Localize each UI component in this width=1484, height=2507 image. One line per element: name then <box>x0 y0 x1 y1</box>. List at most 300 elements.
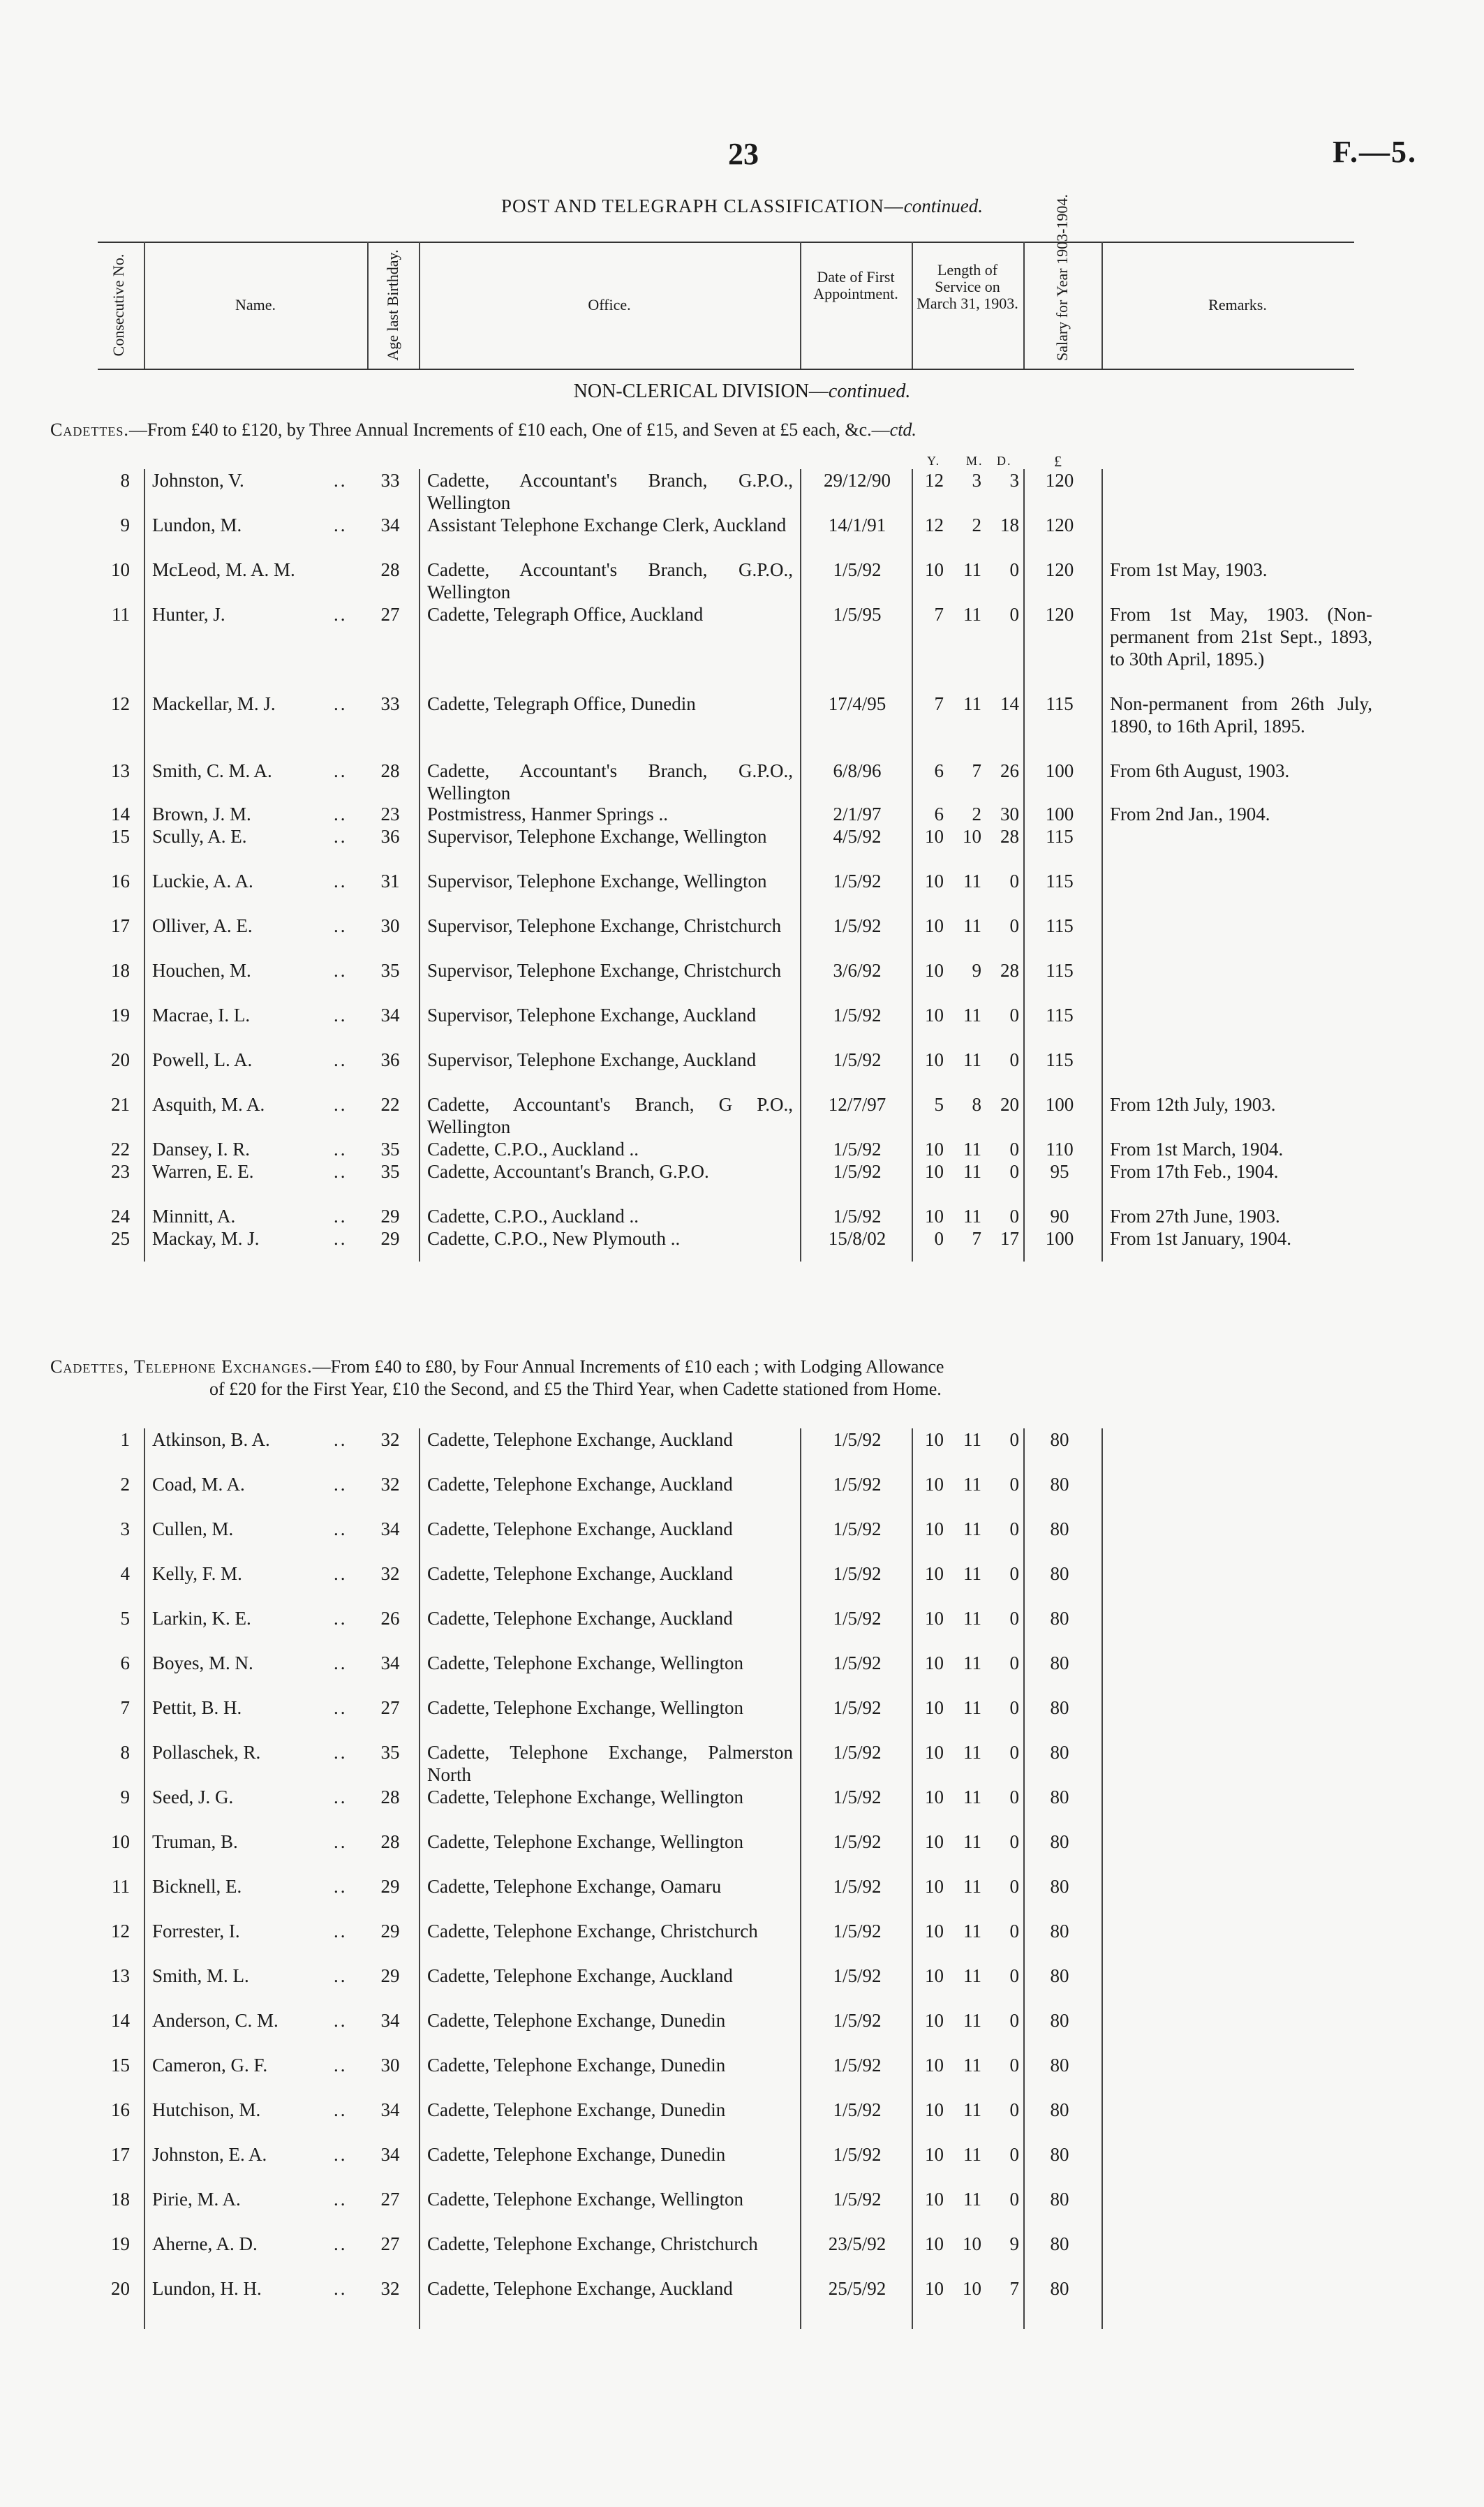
row-salary: 80 <box>1050 1697 1069 1718</box>
unit-pound: £ <box>1054 452 1063 470</box>
row-months: 11 <box>963 1787 981 1807</box>
row-months: 11 <box>963 2010 981 2031</box>
row-months: 11 <box>963 915 981 936</box>
row-months: 11 <box>963 1563 981 1584</box>
row-years: 10 <box>925 1161 944 1182</box>
row-office: Cadette, Telephone Exchange, Wellington <box>427 1831 744 1852</box>
row-months: 11 <box>963 1742 981 1763</box>
row-date: 1/5/92 <box>833 2189 882 2210</box>
row-office: Cadette, Accountant's Branch, G.P.O., Wellington <box>427 559 793 602</box>
row-name: Warren, E. E. <box>152 1161 254 1182</box>
row-salary: 80 <box>1050 2278 1069 2299</box>
row-years: 7 <box>934 604 944 625</box>
row-date: 1/5/92 <box>833 1652 882 1673</box>
row-months: 11 <box>963 1921 981 1942</box>
row-leader-dots: .. <box>334 1094 348 1115</box>
row-office: Cadette, Accountant's Branch, G.P.O., Wellington <box>427 760 793 804</box>
row-office: Cadette, Accountant's Branch, G.P.O. <box>427 1161 709 1182</box>
row-leader-dots: .. <box>334 1518 348 1539</box>
row-days: 0 <box>1009 1161 1019 1182</box>
row-days: 9 <box>1009 2233 1019 2254</box>
row-months: 11 <box>963 1965 981 1986</box>
row-months: 11 <box>963 2055 981 2076</box>
row-salary: 115 <box>1046 1005 1074 1026</box>
header-bottom-rule <box>98 369 1354 370</box>
row-months: 11 <box>963 871 981 892</box>
row-years: 6 <box>934 804 944 824</box>
row-leader-dots: .. <box>334 826 348 847</box>
row-salary: 115 <box>1046 960 1074 981</box>
row-days: 0 <box>1009 1831 1019 1852</box>
row-office: Cadette, Telephone Exchange, Auckland <box>427 1608 733 1629</box>
row-leader-dots: .. <box>334 1787 348 1807</box>
row-office: Cadette, Telephone Exchange, Auckland <box>427 1965 733 1986</box>
row-age: 22 <box>380 1094 400 1115</box>
table-row <box>0 603 1484 670</box>
row-salary: 80 <box>1050 2099 1069 2120</box>
row-number: 5 <box>120 1608 130 1629</box>
row-leader-dots: .. <box>334 693 348 714</box>
row-age: 32 <box>380 1563 400 1584</box>
row-years: 5 <box>934 1094 944 1115</box>
row-years: 10 <box>925 1005 944 1026</box>
row-days: 0 <box>1009 2144 1019 2165</box>
row-days: 0 <box>1009 559 1019 580</box>
row-age: 32 <box>380 1474 400 1495</box>
row-years: 10 <box>925 2233 944 2254</box>
table-row <box>0 2054 1484 2099</box>
row-months: 11 <box>963 1876 981 1897</box>
row-number: 22 <box>111 1139 130 1160</box>
row-days: 0 <box>1009 1206 1019 1227</box>
row-office: Cadette, Telephone Exchange, Auckland <box>427 1518 733 1539</box>
row-leader-dots: .. <box>334 2099 348 2120</box>
row-office: Cadette, Telephone Exchange, Wellington <box>427 1652 744 1673</box>
header-divider <box>800 242 801 369</box>
row-years: 10 <box>925 1831 944 1852</box>
section2-description-line1: —From £40 to £80, by Four Annual Increments of £10 each ; with Lodging Allowance <box>312 1356 944 1377</box>
row-age: 32 <box>380 2278 400 2299</box>
row-remarks: From 17th Feb., 1904. <box>1110 1161 1279 1182</box>
row-number: 12 <box>111 693 130 714</box>
row-office: Cadette, Telephone Exchange, Dunedin <box>427 2144 726 2165</box>
row-office: Cadette, C.P.O., Auckland .. <box>427 1139 639 1160</box>
row-number: 18 <box>111 2189 130 2210</box>
row-salary: 115 <box>1046 915 1074 936</box>
column-header-salary: Salary for Year 1903-1904. <box>1053 194 1071 361</box>
table-row <box>0 2188 1484 2233</box>
row-days: 0 <box>1009 1139 1019 1160</box>
row-days: 26 <box>1000 760 1019 781</box>
row-date: 1/5/92 <box>833 1787 882 1807</box>
row-leader-dots: .. <box>334 1652 348 1673</box>
row-salary: 80 <box>1050 1787 1069 1807</box>
row-months: 11 <box>963 2099 981 2120</box>
row-days: 0 <box>1009 1742 1019 1763</box>
row-years: 10 <box>925 871 944 892</box>
section2-description-line2: of £20 for the First Year, £10 the Second, and £5 the Third Year, when Cadette stationed from Home. <box>209 1379 942 1399</box>
row-office: Cadette, Telephone Exchange, Dunedin <box>427 2055 726 2076</box>
row-years: 10 <box>925 1608 944 1629</box>
section1-title: Cadettes. <box>50 420 129 440</box>
row-leader-dots: .. <box>334 1049 348 1070</box>
row-office: Supervisor, Telephone Exchange, Wellington <box>427 871 767 892</box>
row-date: 29/12/90 <box>823 470 891 491</box>
row-office: Cadette, Telephone Exchange, Palmerston North <box>427 1742 793 1785</box>
row-number: 2 <box>120 1474 130 1495</box>
row-years: 10 <box>925 2010 944 2031</box>
row-name: Houchen, M. <box>152 960 251 981</box>
table-row <box>0 1965 1484 2009</box>
row-days: 14 <box>1000 693 1019 714</box>
row-office: Cadette, Telephone Exchange, Wellington <box>427 1787 744 1807</box>
row-days: 3 <box>1009 470 1019 491</box>
row-leader-dots: .. <box>334 804 348 824</box>
column-header-office: Office. <box>588 296 631 313</box>
row-age: 29 <box>380 1876 400 1897</box>
row-name: Smith, M. L. <box>152 1965 249 1986</box>
row-leader-dots: .. <box>334 1563 348 1584</box>
table-row <box>0 2099 1484 2143</box>
row-months: 2 <box>972 804 981 824</box>
row-days: 0 <box>1009 1429 1019 1450</box>
row-remarks: From 1st May, 1903. (Non-permanent from 21st Sept., 1893, to 30th April, 1895.) <box>1110 604 1372 670</box>
row-years: 10 <box>925 1652 944 1673</box>
row-office: Cadette, Telegraph Office, Auckland <box>427 604 704 625</box>
header-divider <box>1023 242 1025 369</box>
row-date: 1/5/92 <box>833 2010 882 2031</box>
row-date: 1/5/92 <box>833 1161 882 1182</box>
row-months: 11 <box>963 1518 981 1539</box>
row-number: 9 <box>120 515 130 535</box>
row-office: Supervisor, Telephone Exchange, Wellington <box>427 826 767 847</box>
row-years: 12 <box>925 515 944 535</box>
row-number: 13 <box>111 760 130 781</box>
row-months: 11 <box>963 1429 981 1450</box>
row-office: Cadette, Telegraph Office, Dunedin <box>427 693 696 714</box>
row-days: 20 <box>1000 1094 1019 1115</box>
row-salary: 80 <box>1050 2010 1069 2031</box>
row-date: 1/5/92 <box>833 2055 882 2076</box>
row-name: Cullen, M. <box>152 1518 234 1539</box>
row-number: 3 <box>120 1518 130 1539</box>
row-days: 0 <box>1009 1697 1019 1718</box>
table-row <box>0 1562 1484 1607</box>
row-remarks: From 12th July, 1903. <box>1110 1094 1276 1115</box>
row-age: 34 <box>380 2099 400 2120</box>
row-age: 34 <box>380 1518 400 1539</box>
row-name: Pollaschek, R. <box>152 1742 261 1763</box>
row-date: 1/5/92 <box>833 1697 882 1718</box>
row-days: 0 <box>1009 1049 1019 1070</box>
row-date: 23/5/92 <box>828 2233 886 2254</box>
row-months: 2 <box>972 515 981 535</box>
row-years: 10 <box>925 1139 944 1160</box>
row-years: 10 <box>925 1921 944 1942</box>
title-main: POST AND TELEGRAPH CLASSIFICATION— <box>500 195 904 216</box>
row-salary: 80 <box>1050 2233 1069 2254</box>
table-row <box>0 1049 1484 1093</box>
row-salary: 110 <box>1046 1139 1074 1160</box>
row-salary: 120 <box>1045 470 1074 491</box>
row-number: 18 <box>111 960 130 981</box>
row-leader-dots: .. <box>334 2278 348 2299</box>
row-date: 1/5/92 <box>833 2144 882 2165</box>
row-number: 14 <box>111 2010 130 2031</box>
row-number: 8 <box>120 1742 130 1763</box>
row-number: 12 <box>111 1921 130 1942</box>
row-days: 0 <box>1009 1787 1019 1807</box>
row-days: 0 <box>1009 1005 1019 1026</box>
row-name: Minnitt, A. <box>152 1206 236 1227</box>
row-days: 0 <box>1009 2010 1019 2031</box>
row-years: 10 <box>925 1965 944 1986</box>
row-months: 11 <box>963 1005 981 1026</box>
row-number: 7 <box>120 1697 130 1718</box>
row-date: 4/5/92 <box>833 826 882 847</box>
row-salary: 120 <box>1045 559 1074 580</box>
row-date: 6/8/96 <box>833 760 882 781</box>
row-age: 28 <box>380 559 400 580</box>
row-age: 29 <box>380 1206 400 1227</box>
row-age: 26 <box>380 1608 400 1629</box>
row-age: 34 <box>380 2144 400 2165</box>
row-remarks: From 1st March, 1904. <box>1110 1139 1284 1160</box>
row-office: Cadette, C.P.O., New Plymouth .. <box>427 1228 681 1249</box>
row-days: 0 <box>1009 604 1019 625</box>
row-date: 1/5/92 <box>833 1742 882 1763</box>
row-leader-dots: .. <box>334 1474 348 1495</box>
row-name: Kelly, F. M. <box>152 1563 242 1584</box>
row-salary: 100 <box>1045 1228 1074 1249</box>
row-office: Cadette, Telephone Exchange, Wellington <box>427 1697 744 1718</box>
row-date: 1/5/92 <box>833 1965 882 1986</box>
row-age: 29 <box>380 1965 400 1986</box>
row-leader-dots: .. <box>334 1742 348 1763</box>
row-salary: 115 <box>1046 1049 1074 1070</box>
row-date: 15/8/02 <box>828 1228 886 1249</box>
row-days: 7 <box>1009 2278 1019 2299</box>
table-row <box>0 825 1484 870</box>
row-salary: 80 <box>1050 2189 1069 2210</box>
row-leader-dots: .. <box>334 960 348 981</box>
row-salary: 80 <box>1050 1831 1069 1852</box>
column-header-name: Name. <box>235 296 276 313</box>
row-office: Supervisor, Telephone Exchange, Auckland <box>427 1005 757 1026</box>
row-leader-dots: .. <box>334 2233 348 2254</box>
row-days: 0 <box>1009 1652 1019 1673</box>
row-years: 10 <box>925 915 944 936</box>
table-row <box>0 469 1484 514</box>
division-heading <box>0 380 1484 403</box>
table-row <box>0 959 1484 1004</box>
row-salary: 100 <box>1045 1094 1074 1115</box>
row-number: 10 <box>111 1831 130 1852</box>
row-name: Powell, L. A. <box>152 1049 253 1070</box>
row-salary: 80 <box>1050 1965 1069 1986</box>
row-leader-dots: .. <box>334 1697 348 1718</box>
table-row <box>0 2233 1484 2277</box>
row-number: 17 <box>111 915 130 936</box>
row-office: Cadette, Telephone Exchange, Christchurch <box>427 1921 758 1942</box>
header-top-rule <box>98 242 1354 243</box>
row-leader-dots: .. <box>334 1139 348 1160</box>
row-office: Cadette, Telephone Exchange, Auckland <box>427 1563 733 1584</box>
row-age: 34 <box>380 2010 400 2031</box>
row-days: 0 <box>1009 1474 1019 1495</box>
row-salary: 80 <box>1050 1429 1069 1450</box>
row-age: 33 <box>380 470 400 491</box>
table-row <box>0 693 1484 737</box>
row-number: 15 <box>111 2055 130 2076</box>
row-months: 11 <box>963 2144 981 2165</box>
row-months: 11 <box>963 604 981 625</box>
row-name: Truman, B. <box>152 1831 238 1852</box>
row-days: 0 <box>1009 2099 1019 2120</box>
row-name: Mackay, M. J. <box>152 1228 260 1249</box>
section2-heading <box>50 1356 944 1378</box>
row-leader-dots: .. <box>334 1876 348 1897</box>
table-row <box>0 1696 1484 1741</box>
row-salary: 80 <box>1050 1518 1069 1539</box>
page-title <box>0 195 1484 217</box>
row-name: Hutchison, M. <box>152 2099 261 2120</box>
row-name: Scully, A. E. <box>152 826 247 847</box>
row-years: 0 <box>934 1228 944 1249</box>
division-continued: continued. <box>828 380 911 402</box>
row-remarks: Non-permanent from 26th July, 1890, to 16th April, 1895. <box>1110 693 1372 737</box>
row-years: 10 <box>925 826 944 847</box>
row-months: 11 <box>963 1049 981 1070</box>
section2-title: Cadettes, Telephone Exchanges. <box>50 1356 313 1377</box>
row-name: Atkinson, B. A. <box>152 1429 270 1450</box>
row-name: Dansey, I. R. <box>152 1139 250 1160</box>
row-date: 1/5/92 <box>833 1563 882 1584</box>
row-leader-dots: .. <box>334 1005 348 1026</box>
row-name: Lundon, M. <box>152 515 242 535</box>
header-divider <box>912 242 913 369</box>
row-months: 9 <box>972 960 981 981</box>
row-leader-dots: .. <box>334 470 348 491</box>
row-leader-dots: .. <box>334 1206 348 1227</box>
row-number: 21 <box>111 1094 130 1115</box>
unit-days: D. <box>997 454 1012 468</box>
row-name: Aherne, A. D. <box>152 2233 258 2254</box>
row-number: 16 <box>111 2099 130 2120</box>
table-row <box>0 1518 1484 1562</box>
document-reference: F.—5. <box>1333 135 1417 169</box>
row-salary: 90 <box>1050 1206 1069 1227</box>
column-header-remarks: Remarks. <box>1208 296 1267 313</box>
row-leader-dots: .. <box>334 1831 348 1852</box>
row-number: 23 <box>111 1161 130 1182</box>
row-office: Cadette, Telephone Exchange, Auckland <box>427 1429 733 1450</box>
row-name: Larkin, K. E. <box>152 1608 251 1629</box>
row-leader-dots: .. <box>334 604 348 625</box>
row-years: 10 <box>925 1742 944 1763</box>
row-leader-dots: .. <box>334 1608 348 1629</box>
row-days: 0 <box>1009 2055 1019 2076</box>
row-age: 27 <box>380 2189 400 2210</box>
row-years: 10 <box>925 1787 944 1807</box>
row-leader-dots: .. <box>334 915 348 936</box>
row-number: 20 <box>111 1049 130 1070</box>
row-leader-dots: .. <box>334 1921 348 1942</box>
row-remarks: From 1st May, 1903. <box>1110 559 1268 580</box>
row-office: Cadette, Telephone Exchange, Wellington <box>427 2189 744 2210</box>
row-days: 0 <box>1009 1965 1019 1986</box>
row-months: 10 <box>963 2278 981 2299</box>
row-years: 10 <box>925 2099 944 2120</box>
row-leader-dots: .. <box>334 2144 348 2165</box>
row-office: Cadette, C.P.O., Auckland .. <box>427 1206 639 1227</box>
row-salary: 80 <box>1050 1652 1069 1673</box>
row-office: Supervisor, Telephone Exchange, Christchurch <box>427 915 782 936</box>
row-number: 8 <box>120 470 130 491</box>
table-row <box>0 915 1484 959</box>
title-continued: continued. <box>903 195 984 216</box>
row-date: 1/5/92 <box>833 915 882 936</box>
row-name: Smith, C. M. A. <box>152 760 272 781</box>
row-name: Johnston, E. A. <box>152 2144 267 2165</box>
row-age: 27 <box>380 604 400 625</box>
row-years: 10 <box>925 1049 944 1070</box>
row-age: 35 <box>380 1742 400 1763</box>
row-number: 10 <box>111 559 130 580</box>
header-divider <box>367 242 369 369</box>
row-months: 11 <box>963 559 981 580</box>
table-row <box>0 1875 1484 1920</box>
row-name: Hunter, J. <box>152 604 225 625</box>
row-name: Asquith, M. A. <box>152 1094 265 1115</box>
row-age: 36 <box>380 826 400 847</box>
row-date: 12/7/97 <box>828 1094 886 1115</box>
row-number: 24 <box>111 1206 130 1227</box>
row-months: 11 <box>963 1139 981 1160</box>
row-age: 23 <box>380 804 400 824</box>
row-years: 10 <box>925 1474 944 1495</box>
row-salary: 115 <box>1046 826 1074 847</box>
row-date: 1/5/92 <box>833 1429 882 1450</box>
row-leader-dots: .. <box>334 760 348 781</box>
row-age: 30 <box>380 2055 400 2076</box>
row-name: Boyes, M. N. <box>152 1652 253 1673</box>
row-date: 1/5/95 <box>833 604 882 625</box>
row-name: Luckie, A. A. <box>152 871 253 892</box>
row-days: 17 <box>1000 1228 1019 1249</box>
row-salary: 115 <box>1046 693 1074 714</box>
row-days: 28 <box>1000 826 1019 847</box>
row-age: 29 <box>380 1921 400 1942</box>
row-name: Cameron, G. F. <box>152 2055 268 2076</box>
row-days: 0 <box>1009 1518 1019 1539</box>
row-months: 3 <box>972 470 981 491</box>
row-age: 35 <box>380 1161 400 1182</box>
row-number: 9 <box>120 1787 130 1807</box>
unit-years: Y. <box>927 454 941 468</box>
row-months: 11 <box>963 1608 981 1629</box>
table-row <box>0 1004 1484 1049</box>
row-leader-dots: .. <box>334 871 348 892</box>
row-months: 11 <box>963 693 981 714</box>
row-leader-dots: .. <box>334 2055 348 2076</box>
row-age: 27 <box>380 1697 400 1718</box>
row-salary: 80 <box>1050 2055 1069 2076</box>
column-header-length-of-service: Length of Service on March 31, 1903. <box>917 261 1018 312</box>
row-salary: 100 <box>1045 804 1074 824</box>
column-header-age: Age last Birthday. <box>384 249 401 361</box>
section1-heading <box>50 419 917 441</box>
